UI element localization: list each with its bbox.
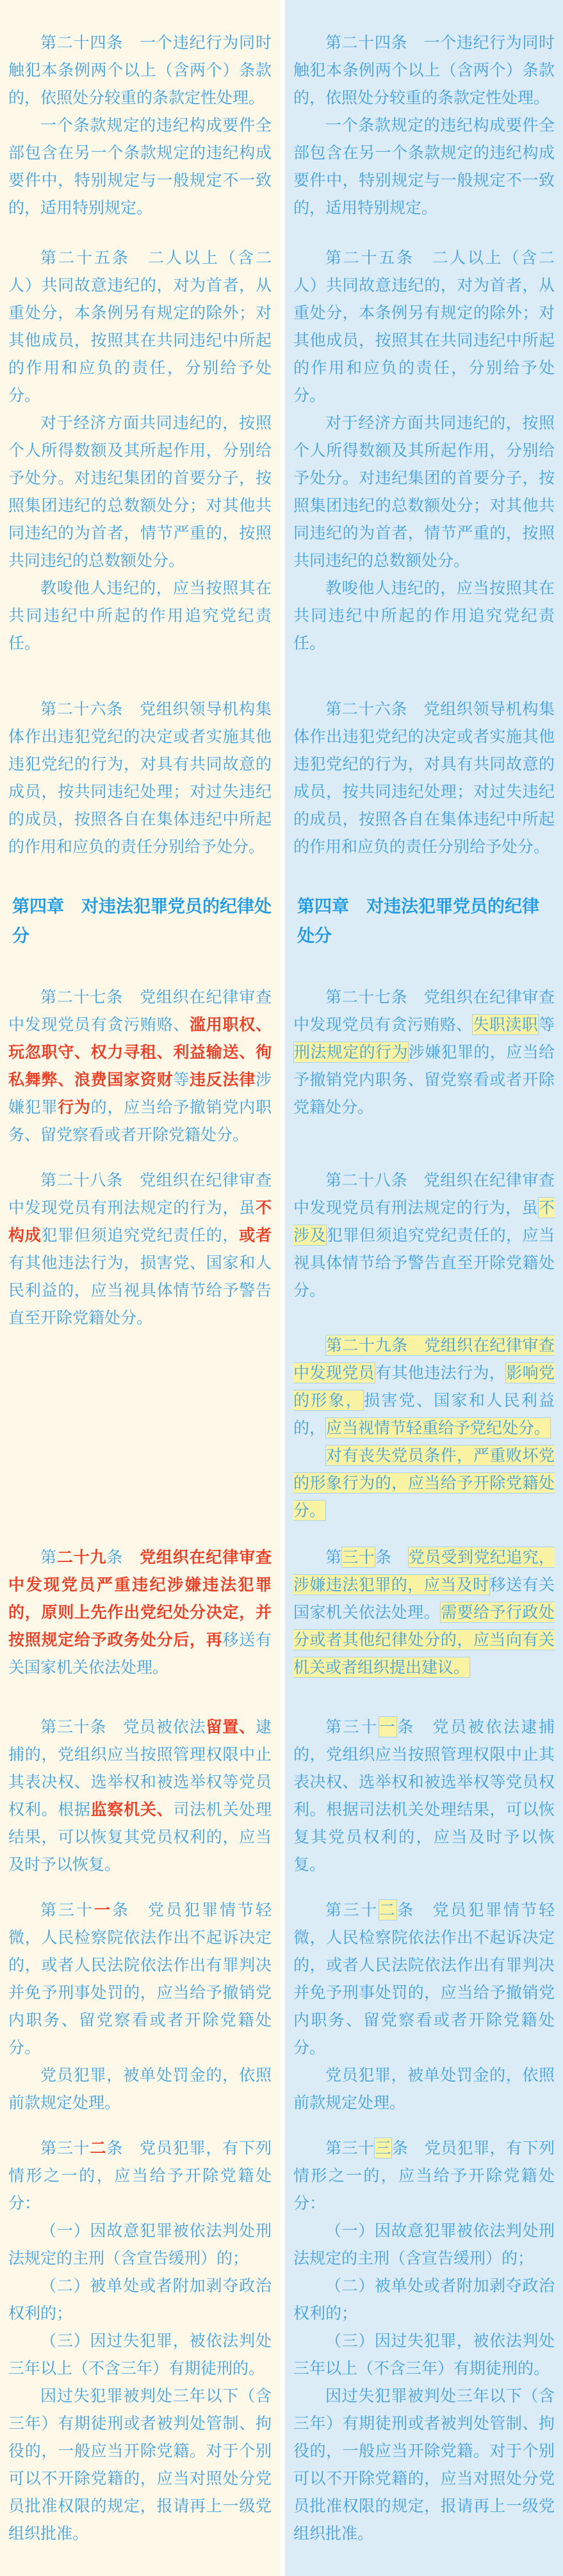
right-column-cell — [285, 951, 563, 1148]
text-run: 第二十六条 党组织领导机构集体作出违犯党纪的决定或者实施其他违犯党纪的行为，对具有共同故意的成员，按共同违纪处理；对过失违纪的成员，按照各自在集体违纪中所起的作用和应负的责任分别给予处分。 — [293, 700, 555, 856]
column-divider — [280, 2382, 285, 2547]
left-column-cell — [0, 2327, 280, 2382]
column-divider — [280, 657, 285, 860]
text-run: （二）被单处或者附加剥夺政治权利的； — [8, 2276, 272, 2322]
column-divider — [280, 1681, 285, 1878]
text-run: 有其他违法行为，损害党、国家和人民利益的，应当视具体情节给予警告直至开除党籍处分。 — [8, 1253, 272, 1327]
column-divider — [280, 860, 285, 951]
right-column-cell — [285, 409, 563, 574]
article-paragraph — [8, 111, 272, 221]
article-paragraph — [8, 983, 272, 1148]
text-run: 第二十五条 二人以上（含二人）共同故意违纪的，对为首者，从重处分，本条例另有规定的除外；对其他成员，按照其在共同违纪中所起的作用和应负的责任，分别给予处分。 — [8, 248, 272, 405]
text-run: 涉嫌犯罪 — [8, 1070, 272, 1116]
text-run: 第 — [325, 1548, 342, 1566]
column-divider — [280, 409, 285, 574]
text-run: 对于经济方面共同违纪的，按照个人所得数额及其所起作用，分别给予处分。对违纪集团的首要分子，按照集团违纪的总数额处分；对其他共同违纪的为首者，情节严重的，按照共同违纪的总数额处分。 — [293, 414, 555, 570]
red-emphasis-text: 二 — [90, 2139, 107, 2157]
text-run: 因过失犯罪被判处三年以下（含三年）有期徒刑或者被判处管制、拘役的，一般应当开除党籍。对于个别可以不开除党籍的，应当对照处分党员批准权限的规定，报请再上一级党组织批准。 — [8, 2387, 272, 2543]
text-run: 条 党员犯罪情节轻微，人民检察院依法作出不起诉决定的，或者人民法院依法作出有罪判决并免予刑事处罚的，应当给予撤销党内职务、留党察看或者开除党籍处分。 — [293, 1901, 555, 2057]
text-run: 条 党员被依法逮捕的，党组织应当按照管理权限中止其表决权、选举权和被选举权等党员权利。根据司法机关处理结果，可以恢复其党员权利的，应当及时予以恢复。 — [293, 1718, 555, 1874]
left-column-cell — [0, 1878, 280, 2061]
yellow-highlight-text: 需要给予行政处分或者其他纪律处分的，应当向有关机关或者组织提出建议。 — [293, 1603, 555, 1677]
right-column-cell — [285, 0, 563, 111]
right-column-cell — [285, 574, 563, 657]
text-run: 涉嫌犯罪的，应当给予撤销党内职务、留党察看或者开除党籍处分。 — [293, 1043, 555, 1116]
article-paragraph — [293, 2327, 555, 2382]
left-column-cell — [0, 574, 280, 657]
article-paragraph — [293, 2272, 555, 2327]
text-run: 第三十条 党员被依法 — [40, 1718, 206, 1736]
article-paragraph — [293, 1713, 555, 1878]
right-column-cell — [285, 221, 563, 409]
column-divider — [280, 1524, 285, 1681]
left-column-cell — [0, 1524, 280, 1681]
red-emphasis-text: 或者 — [239, 1226, 272, 1244]
red-emphasis-text: 二十九 — [56, 1548, 107, 1566]
yellow-highlight-text: 刑法规定的行为 — [294, 1043, 408, 1061]
right-column-cell — [285, 1681, 563, 1878]
right-column-cell — [285, 657, 563, 860]
article-paragraph — [293, 1166, 555, 1304]
red-emphasis-text: 不构成 — [8, 1198, 272, 1244]
article-paragraph — [293, 1543, 555, 1681]
left-column-cell — [0, 1681, 280, 1878]
left-column-cell — [0, 2547, 280, 2576]
text-run: 犯罪但须追究党纪责任的， — [41, 1226, 240, 1244]
article-paragraph — [8, 1166, 272, 1332]
left-column-cell — [0, 0, 280, 111]
yellow-highlight-text: 影响党的形象， — [293, 1364, 555, 1410]
text-run: 第二十四条 一个违纪行为同时触犯本条例两个以上（含两个）条款的，依照处分较重的条款定性处理。 — [8, 33, 272, 107]
red-emphasis-text: 行为 — [58, 1098, 91, 1116]
text-run: 第二十五条 二人以上（含二人）共同故意违纪的，对为首者，从重处分，本条例另有规定的除外；对其他成员，按照其在共同违纪中所起的作用和应负的责任，分别给予处分。 — [293, 248, 555, 405]
article-paragraph — [293, 695, 555, 860]
left-column-cell — [0, 409, 280, 574]
text-run: 第二十八条 党组织在纪律审查中发现党员有刑法规定的行为，虽 — [293, 1171, 555, 1217]
text-run: 一个条款规定的违纪构成要件全部包含在另一个条款规定的违纪构成要件中，特别规定与一般规定不一致的，适用特别规定。 — [293, 116, 555, 217]
red-emphasis-text: 一 — [94, 1901, 112, 1919]
text-run: 因过失犯罪被判处三年以下（含三年）有期徒刑或者被判处管制、拘役的，一般应当开除党籍。对于个别可以不开除党籍的，应当对照处分党员批准权限的规定，报请再上一级党组织批准。 — [293, 2387, 555, 2543]
right-column-cell — [285, 2382, 563, 2547]
text-run: 移送有关国家机关依法处理。 — [8, 1630, 272, 1677]
article-paragraph — [293, 1332, 555, 1442]
article-paragraph — [293, 1896, 555, 2061]
left-column-cell — [0, 2217, 280, 2272]
column-divider — [280, 2327, 285, 2382]
column-divider — [280, 2272, 285, 2327]
article-paragraph — [293, 244, 555, 409]
left-column-cell — [0, 951, 280, 1148]
yellow-highlight-text: 失职渎职 — [473, 1015, 538, 1034]
article-paragraph — [8, 244, 272, 409]
text-run: （一）因故意犯罪被依法判处刑法规定的主刑（含宣告缓刑）的； — [293, 2221, 555, 2267]
text-run: 第三十 — [40, 1901, 94, 1919]
text-run: 教唆他人违纪的，应当按照其在共同违纪中所起的作用追究党纪责任。 — [293, 579, 555, 652]
left-column-cell — [0, 860, 280, 951]
right-column-cell — [285, 2116, 563, 2217]
article-paragraph — [8, 1896, 272, 2061]
right-column-cell — [285, 1332, 563, 1524]
text-run: 第三十 — [325, 1901, 379, 1919]
text-run: 的，应当给予撤销党内职务、留党察看或者开除党籍处分。 — [8, 1098, 272, 1144]
column-divider — [280, 111, 285, 221]
red-emphasis-text: 党组织在纪律审查中发现党员严重违纪涉嫌违法犯罪的，原则上先作出党纪处分决定，并按照规定给予政务处分后，再 — [8, 1548, 272, 1649]
column-divider — [280, 1148, 285, 1332]
yellow-highlight-text: 第二十九条 党组织在纪律审查中发现党员 — [293, 1336, 555, 1382]
article-paragraph — [293, 2217, 555, 2272]
article-paragraph — [8, 2327, 272, 2382]
yellow-highlight-text: 党员受到党纪追究，涉嫌违法犯罪的，应当及时 — [293, 1548, 555, 1594]
left-column-cell — [0, 111, 280, 221]
article-paragraph — [8, 2061, 272, 2116]
text-run: 党员犯罪，被单处罚金的，依照前款规定处理。 — [8, 2066, 272, 2112]
article-paragraph — [293, 2134, 555, 2217]
right-column-cell — [285, 1524, 563, 1681]
right-column-cell — [285, 2272, 563, 2327]
left-column-cell — [0, 2382, 280, 2547]
red-emphasis-text: 留置、 — [206, 1718, 256, 1736]
left-column-cell — [0, 2061, 280, 2116]
yellow-highlight-text: 不涉及 — [293, 1198, 555, 1244]
text-run: 对于经济方面共同违纪的，按照个人所得数额及其所起作用，分别给予处分。对违纪集团的首要分子，按照集团违纪的总数额处分；对其他共同违纪的为首者，情节严重的，按照共同违纪的总数额处分。 — [8, 414, 272, 570]
text-run: 第二十八条 党组织在纪律审查中发现党员有刑法规定的行为，虽 — [8, 1171, 272, 1217]
text-run: 第二十六条 党组织领导机构集体作出违犯党纪的决定或者实施其他违犯党纪的行为，对具有共同故意的成员，按共同违纪处理；对过失违纪的成员，按照各自在集体违纪中所起的作用和应负的责任分别给予处分。 — [8, 700, 272, 856]
text-run: 条 — [106, 1548, 140, 1566]
text-run: （一）因故意犯罪被依法判处刑法规定的主刑（含宣告缓刑）的； — [8, 2221, 272, 2267]
column-divider — [280, 574, 285, 657]
left-column-cell — [0, 2272, 280, 2327]
left-column-cell — [0, 1332, 280, 1524]
article-paragraph — [293, 983, 555, 1121]
text-run: 第三十 — [40, 2139, 90, 2157]
article-paragraph — [8, 2272, 272, 2327]
yellow-highlight-text: 三 — [375, 2139, 391, 2157]
text-run: 有其他违法行为， — [375, 1364, 506, 1382]
column-divider — [280, 2547, 285, 2576]
text-run: 党员犯罪，被单处罚金的，依照前款规定处理。 — [293, 2066, 555, 2112]
article-paragraph — [8, 409, 272, 574]
article-paragraph — [293, 111, 555, 221]
column-divider — [280, 1332, 285, 1524]
text-run: 等 — [538, 1015, 555, 1034]
right-column-cell — [285, 2327, 563, 2382]
article-paragraph — [293, 2382, 555, 2547]
text-run: 第三十 — [325, 1718, 379, 1736]
article-paragraph — [8, 2217, 272, 2272]
article-paragraph — [8, 29, 272, 111]
right-column-cell — [285, 1878, 563, 2061]
text-run: 等 — [173, 1070, 190, 1089]
right-column-cell — [285, 2547, 563, 2576]
text-run: （二）被单处或者附加剥夺政治权利的； — [293, 2276, 555, 2322]
yellow-highlight-text: 一 — [379, 1718, 397, 1736]
text-run: 逮捕的，党组织应当按照管理权限中止其表决权、选举权和被选举权等党员权利。根据 — [8, 1718, 272, 1819]
text-run: 条 党员犯罪情节轻微，人民检察院依法作出不起诉决定的，或者人民法院依法作出有罪判决并免予刑事处罚的，应当给予撤销党内职务、留党察看或者开除党籍处分。 — [8, 1901, 272, 2057]
column-divider — [280, 2217, 285, 2272]
column-divider — [280, 2116, 285, 2217]
column-divider — [280, 221, 285, 409]
left-column-cell — [0, 2116, 280, 2217]
article-paragraph — [8, 695, 272, 860]
column-divider — [280, 951, 285, 1148]
text-run: 教唆他人违纪的，应当按照其在共同违纪中所起的作用追究党纪责任。 — [8, 579, 272, 652]
left-column-cell — [0, 221, 280, 409]
article-paragraph — [8, 1543, 272, 1681]
text-run: 第四章 对违法犯罪党员的纪律处分 — [297, 897, 539, 946]
article-paragraph — [293, 29, 555, 111]
yellow-highlight-text: 二 — [379, 1901, 397, 1919]
text-run: 条 — [375, 1548, 408, 1566]
red-emphasis-text: 监察机关、 — [90, 1800, 174, 1819]
red-emphasis-text: 滥用职权、玩忽职守、权力寻租、利益输送、徇私舞弊、浪费国家资财 — [8, 1015, 272, 1089]
text-run: 一个条款规定的违纪构成要件全部包含在另一个条款规定的违纪构成要件中，特别规定与一般规定不一致的，适用特别规定。 — [8, 116, 272, 217]
article-paragraph — [293, 409, 555, 574]
article-paragraph — [8, 1713, 272, 1878]
yellow-highlight-text: 应当视情节轻重给予党纪处分。 — [326, 1419, 551, 1437]
article-paragraph — [293, 2061, 555, 2116]
chapter-heading — [8, 892, 272, 951]
left-column-cell — [0, 657, 280, 860]
column-divider — [280, 0, 285, 111]
text-run: 司法机关处理结果，可以恢复其党员权利的，应当及时予以恢复。 — [8, 1800, 272, 1874]
chapter-heading — [293, 892, 555, 951]
text-run: （三）因过失犯罪，被依法判处三年以上（不含三年）有期徒刑的。 — [8, 2331, 272, 2378]
text-run: 第二十四条 一个违纪行为同时触犯本条例两个以上（含两个）条款的，依照处分较重的条款定性处理。 — [293, 33, 555, 107]
text-run: 第二十七条 党组织在纪律审查中发现党员有贪污贿赂、 — [293, 988, 555, 1034]
text-run: 损害党、国家和人民利益的， — [293, 1391, 555, 1437]
column-divider — [280, 1878, 285, 2061]
article-paragraph — [293, 1442, 555, 1524]
text-run: 条 党员犯罪，有下列情形之一的，应当给予开除党籍处分： — [8, 2139, 272, 2212]
right-column-cell — [285, 1148, 563, 1332]
text-run: 条 党员犯罪，有下列情形之一的，应当给予开除党籍处分： — [293, 2139, 555, 2212]
article-paragraph — [293, 574, 555, 657]
article-paragraph — [8, 2382, 272, 2547]
right-column-cell — [285, 2217, 563, 2272]
text-run: 移送有关国家机关依法处理。 — [293, 1575, 555, 1622]
right-column-cell — [285, 860, 563, 951]
article-paragraph — [8, 2134, 272, 2217]
text-run: 第二十七条 党组织在纪律审查中发现党员有贪污贿赂、 — [8, 988, 272, 1034]
text-run: 第三十 — [325, 2139, 375, 2157]
text-run: 第 — [40, 1548, 57, 1566]
yellow-highlight-text: 三十 — [342, 1548, 375, 1566]
left-column-cell — [0, 1148, 280, 1332]
article-paragraph — [8, 574, 272, 657]
text-run: （三）因过失犯罪，被依法判处三年以上（不含三年）有期徒刑的。 — [293, 2331, 555, 2378]
red-emphasis-text: 违反法律 — [190, 1070, 256, 1089]
text-run: 犯罪但须追究党纪责任的，应当视具体情节给予警告直至开除党籍处分。 — [293, 1226, 555, 1300]
text-run: 第四章 对违法犯罪党员的纪律处分 — [12, 897, 272, 946]
right-column-cell — [285, 2061, 563, 2116]
column-divider — [280, 2061, 285, 2116]
right-column-cell — [285, 111, 563, 221]
yellow-highlight-text: 对有丧失党员条件，严重败坏党的形象行为的，应当给予开除党籍处分。 — [293, 1446, 555, 1520]
